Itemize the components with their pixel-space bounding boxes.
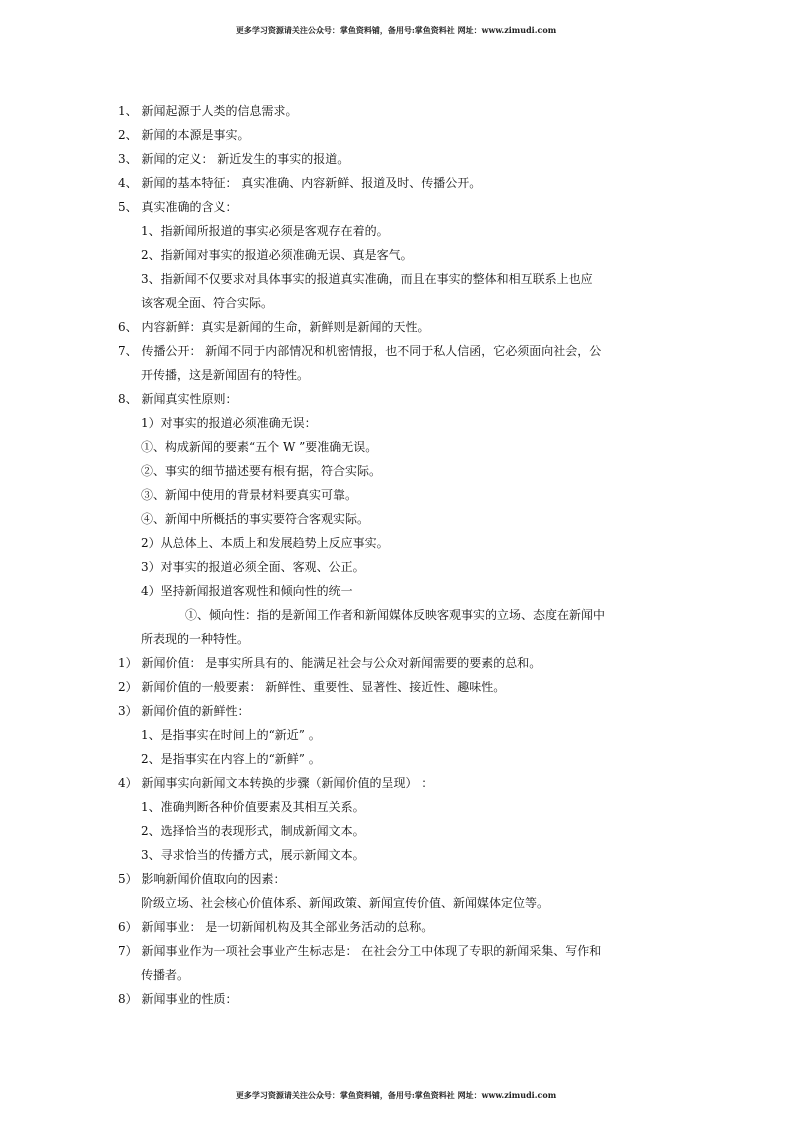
list-item: 3、寻求恰当的传播方式，展示新闻文本。	[141, 848, 365, 862]
list-item: 2）从总体上、本质上和发展趋势上反应事实。	[141, 536, 389, 550]
list-item: 该客观全面、符合实际。	[141, 296, 274, 310]
list-item: 1、指新闻所报道的事实必须是客观存在着的。	[141, 224, 389, 238]
page-footer: 更多学习资源请关注公众号：掌鱼资料铺，备用号:掌鱼资料社 网址：www.zimudi.com	[235, 1090, 557, 1100]
list-item: 2、指新闻对事实的报道必须准确无误、真是客气。	[141, 248, 413, 262]
list-item: ①、构成新闻的要素“五个 W ”要准确无误。	[141, 440, 378, 454]
list-item: 2） 新闻价值的一般要素： 新鲜性、重要性、显著性、接近性、趣味性。	[118, 680, 506, 694]
list-item: 2、选择恰当的表现形式，制成新闻文本。	[141, 824, 365, 838]
list-item: 5、 真实准确的含义：	[118, 200, 238, 214]
list-item: ③、新闻中使用的背景材料要真实可靠。	[141, 488, 358, 502]
list-item: 7、 传播公开： 新闻不同于内部情况和机密情报，也不同于私人信函，它必须面向社会，公	[118, 344, 602, 358]
list-item: 1、 新闻起源于人类的信息需求。	[118, 104, 298, 118]
list-item: 1、是指事实在时间上的“新近” 。	[141, 728, 321, 742]
list-item: 6） 新闻事业： 是一切新闻机构及其全部业务活动的总称。	[118, 920, 434, 934]
list-item: 1） 新闻价值： 是事实所具有的、能满足社会与公众对新闻需要的要素的总和。	[118, 656, 542, 670]
list-item: 1、准确判断各种价值要素及其相互关系。	[141, 800, 365, 814]
list-item: 开传播，这是新闻固有的特性。	[141, 368, 310, 382]
list-item: 2、是指事实在内容上的“新鲜” 。	[141, 752, 321, 766]
list-item: 3、 新闻的定义： 新近发生的事实的报道。	[118, 152, 350, 166]
list-item: 5） 影响新闻价值取向的因素：	[118, 872, 286, 886]
list-item: 3、指新闻不仅要求对具体事实的报道真实准确，而且在事实的整体和相互联系上也应	[141, 272, 593, 286]
list-item: 8、 新闻真实性原则：	[118, 392, 238, 406]
list-item: 4、 新闻的基本特征： 真实准确、内容新鲜、报道及时、传播公开。	[118, 176, 482, 190]
list-item: ④、新闻中所概括的事实要符合客观实际。	[141, 512, 370, 526]
list-item: 4） 新闻事实向新闻文本转换的步骤（新闻价值的呈现） ：	[118, 776, 434, 790]
list-item: 3） 新闻价值的新鲜性：	[118, 704, 250, 718]
list-item: 传播者。	[141, 968, 190, 982]
list-item: 4）坚持新闻报道客观性和倾向性的统一	[141, 584, 353, 598]
list-item: 3）对事实的报道必须全面、客观、公正。	[141, 560, 365, 574]
list-item: ①、倾向性：指的是新闻工作者和新闻媒体反映客观事实的立场、态度在新闻中	[185, 608, 606, 622]
list-item: 6、 内容新鲜：真实是新闻的生命，新鲜则是新闻的天性。	[118, 320, 430, 334]
list-item: 1）对事实的报道必须准确无误：	[141, 416, 317, 430]
list-item: ②、事实的细节描述要有根有据，符合实际。	[141, 464, 382, 478]
page-header: 更多学习资源请关注公众号：掌鱼资料铺，备用号:掌鱼资料社 网址：www.zimudi.com	[235, 25, 557, 35]
list-item: 所表现的一种特性。	[141, 632, 250, 646]
list-item: 阶级立场、社会核心价值体系、新闻政策、新闻宣传价值、新闻媒体定位等。	[141, 896, 550, 910]
list-item: 8） 新闻事业的性质：	[118, 992, 238, 1006]
list-item: 2、 新闻的本源是事实。	[118, 128, 250, 142]
list-item: 7） 新闻事业作为一项社会事业产生标志是： 在社会分工中体现了专职的新闻采集、写作和	[118, 944, 602, 958]
